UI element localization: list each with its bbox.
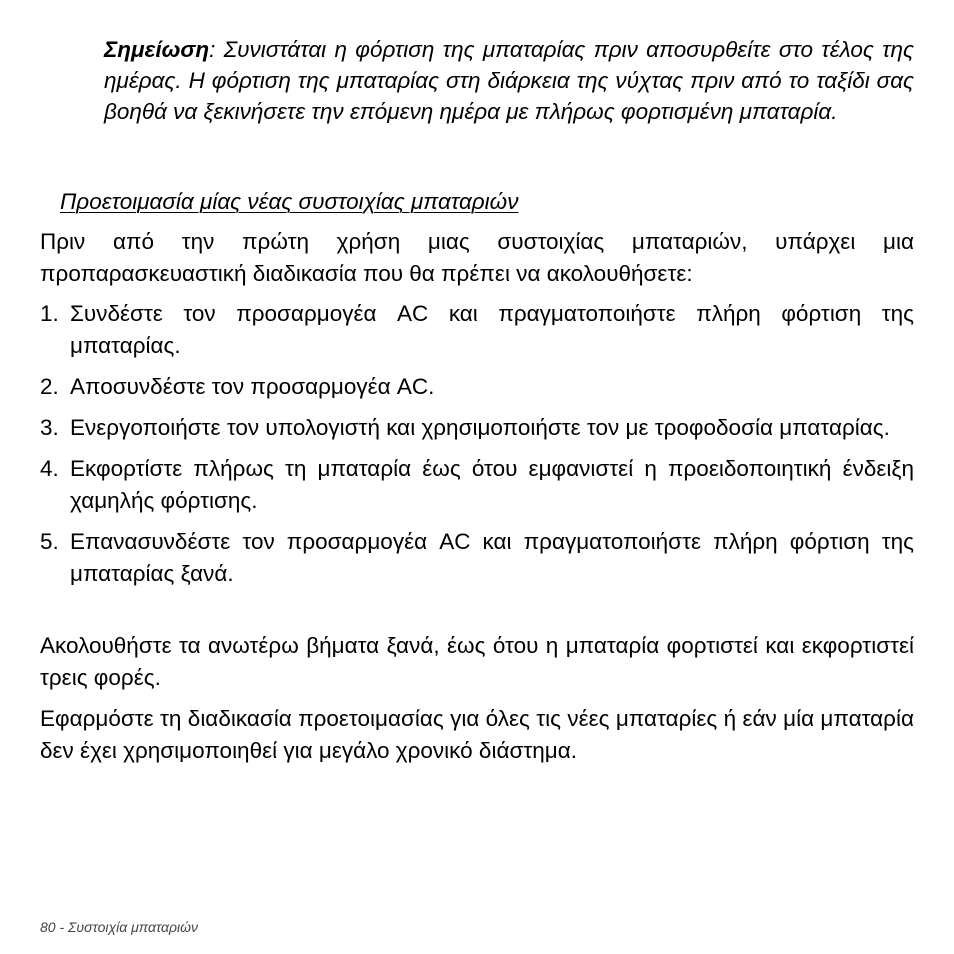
steps-list [40, 298, 914, 599]
note-label: Σημείωση [104, 37, 210, 62]
note-separator: : [209, 37, 224, 62]
list-item [40, 412, 914, 444]
step-text: Συνδέστε τον προσαρμογέα AC και πραγματοποιήστε πλήρη φόρτιση της μπαταρίας. [70, 301, 914, 358]
note-block [104, 34, 914, 127]
step-number: 2. [40, 374, 59, 399]
step-number: 1. [40, 301, 59, 326]
apply-paragraph: Εφαρμόστε τη διαδικασία προετοιμασίας για όλες τις νέες μπαταρίες ή εάν μία μπαταρία δεν έχει χρησιμοποιηθεί για μεγάλο χρονικό διάστημα. [40, 706, 914, 763]
list-item [40, 453, 914, 517]
step-text: Επανασυνδέστε τον προσαρμογέα AC και πραγματοποιήστε πλήρη φόρτιση της μπαταρίας ξανά. [70, 529, 914, 586]
step-number: 3. [40, 415, 59, 440]
step-text: Αποσυνδέστε τον προσαρμογέα AC. [70, 374, 435, 399]
note-text: Συνιστάται η φόρτιση της μπαταρίας πριν αποσυρθείτε στο τέλος της ημέρας. Η φόρτιση της μπαταρίας στη διάρκεια της νύχτας πριν από το ταξίδι σας βοηθά να ξεκινήσετε την επόμενη ημέρα με πλήρως φορτισμένη μπαταρία. [104, 37, 914, 124]
list-item [40, 371, 914, 403]
intro-paragraph: Πριν από την πρώτη χρήση μιας συστοιχίας μπαταριών, υπάρχει μια προπαρασκευαστική διαδικασία που θα πρέπει να ακολουθήσετε: [40, 229, 914, 286]
page-footer: 80 - Συστοιχία μπαταριών [40, 919, 198, 935]
step-number: 5. [40, 529, 59, 554]
repeat-paragraph: Ακολουθήστε τα ανωτέρω βήματα ξανά, έως ότου η μπαταρία φορτιστεί και εκφορτιστεί τρεις φορές. [40, 633, 914, 690]
section-heading: Προετοιμασία μίας νέας συστοιχίας μπαταριών [60, 189, 519, 214]
step-text: Ενεργοποιήστε τον υπολογιστή και χρησιμοποιήστε τον με τροφοδοσία μπαταρίας. [70, 415, 890, 440]
step-text: Εκφορτίστε πλήρως τη μπαταρία έως ότου εμφανιστεί η προειδοποιητική ένδειξη χαμηλής φόρτισης. [70, 456, 914, 513]
list-item [40, 298, 914, 362]
step-number: 4. [40, 456, 59, 481]
list-item [40, 526, 914, 590]
